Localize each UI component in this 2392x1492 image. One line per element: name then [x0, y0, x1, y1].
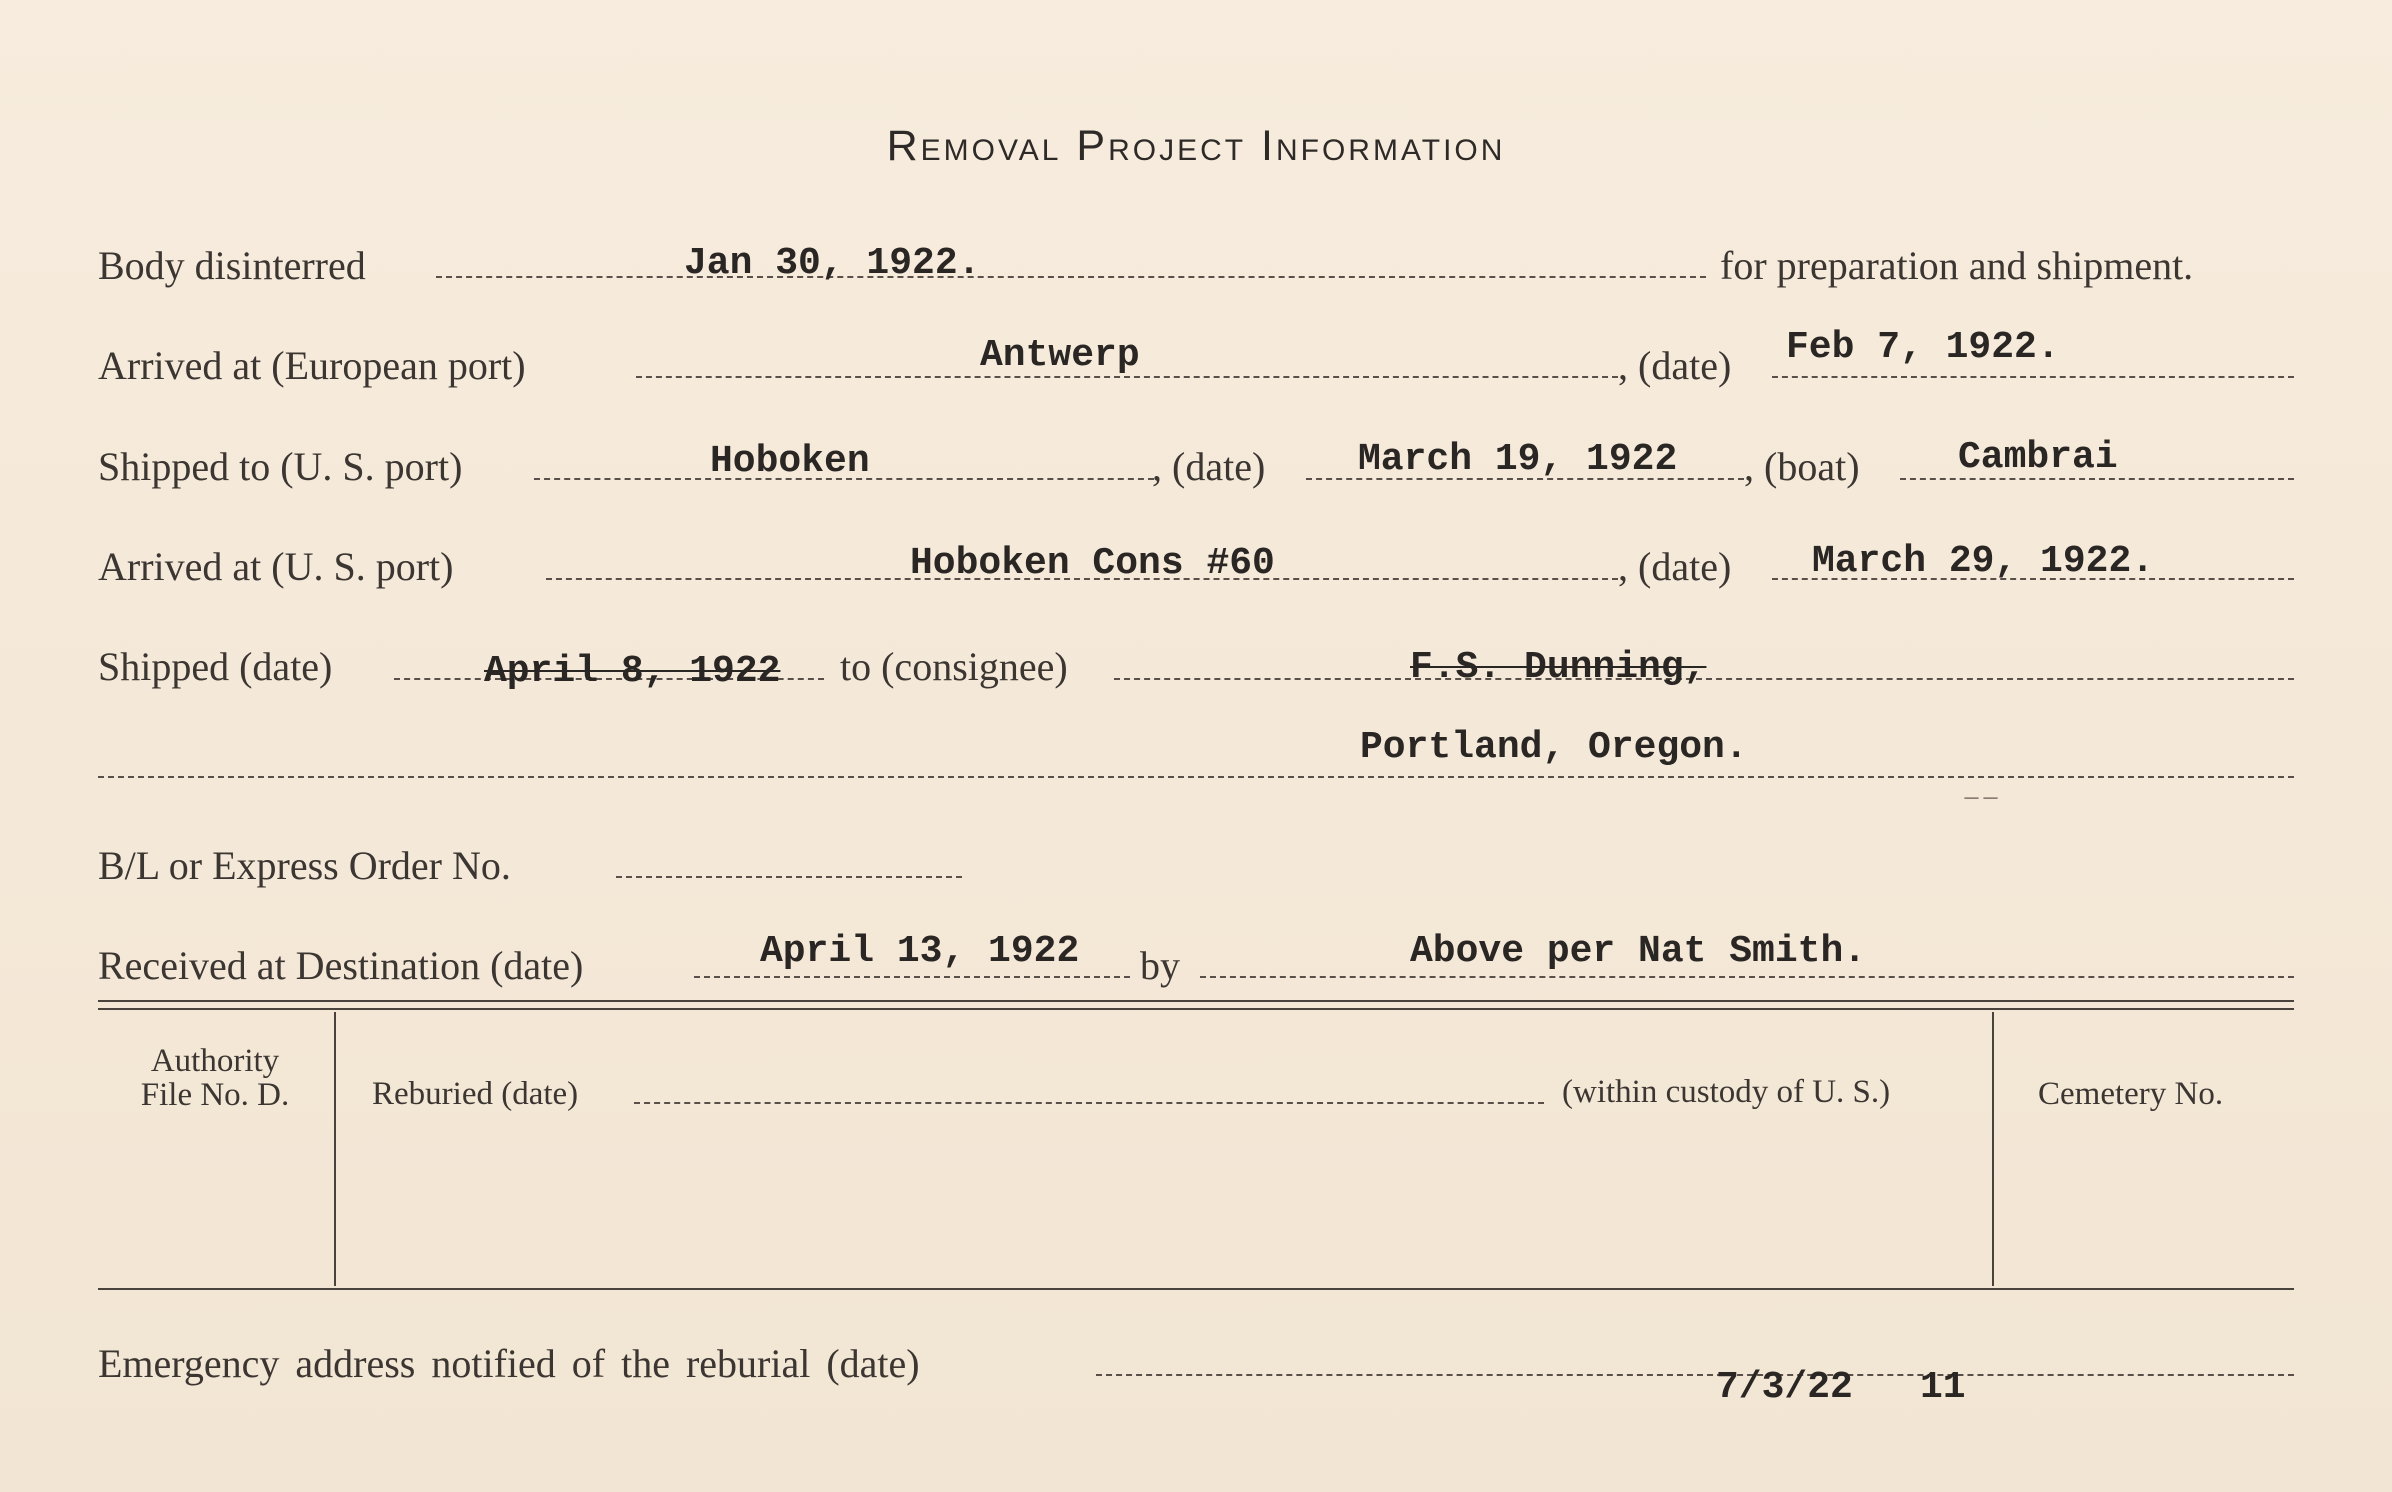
received-by-line [1200, 976, 2294, 978]
consignee-address-value: Portland, Oregon. [1360, 726, 1748, 769]
body-disinterred-line [436, 276, 1706, 278]
received-by-label: by [1140, 943, 1180, 988]
consignee-name-value: F.S. Dunning, [1410, 646, 1707, 689]
emergency-address-initials: 11 [1920, 1366, 1966, 1409]
reburied-date-line [634, 1102, 1544, 1104]
bl-order-line [616, 876, 962, 878]
european-port-label: Arrived at (European port) [98, 343, 526, 388]
authority-label: Authority [150, 1043, 280, 1079]
european-port-date-line [1772, 376, 2294, 378]
reburied-date-label: Reburied (date) [372, 1076, 579, 1112]
cemetery-no-label: Cemetery No. [2038, 1076, 2224, 1112]
received-date-label: Received at Destination (date) [98, 943, 584, 988]
body-disinterred-label: Body disinterred [98, 243, 366, 288]
preparation-shipment-label: for preparation and shipment. [1720, 243, 2194, 288]
body-disinterred-value: Jan 30, 1922. [684, 242, 981, 285]
table-divider-1 [334, 1012, 336, 1286]
page-title: Removal Project Information [886, 122, 1506, 170]
shipped-date-value: April 8, 1922 [484, 650, 781, 693]
authority-file-no-label [100, 1044, 330, 1112]
custody-label: (within custody of U. S.) [1562, 1074, 1891, 1110]
received-by-value: Above per Nat Smith. [1410, 930, 1867, 973]
received-date-value: April 13, 1922 [760, 930, 1080, 973]
us-port-arrived-label: Arrived at (U. S. port) [98, 544, 454, 589]
european-port-date-label: , (date) [1618, 343, 1732, 388]
stray-mark: ⁻⁻ [1962, 784, 2001, 825]
consignee-line-2 [98, 776, 2294, 778]
table-top-rule [98, 1000, 2294, 1002]
table-divider-2 [1992, 1012, 1994, 1286]
table-top-rule-inner [98, 1008, 2294, 1010]
bl-order-label: B/L or Express Order No. [98, 843, 511, 888]
us-port-shipped-date-value: March 19, 1922 [1358, 438, 1678, 481]
us-port-shipped-value: Hoboken [710, 440, 870, 483]
received-date-line [694, 976, 1130, 978]
emergency-address-line [1096, 1374, 2294, 1376]
us-port-arrived-date-value: March 29, 1922. [1812, 540, 2155, 583]
emergency-address-date-value: 7/3/22 [1716, 1366, 1853, 1409]
table-bottom-rule [98, 1288, 2294, 1290]
boat-label: , (boat) [1744, 444, 1860, 489]
boat-value: Cambrai [1958, 436, 2118, 479]
european-port-date-value: Feb 7, 1922. [1786, 326, 2060, 369]
european-port-value: Antwerp [980, 334, 1140, 377]
consignee-label: to (consignee) [840, 644, 1068, 689]
us-port-shipped-date-label: , (date) [1152, 444, 1266, 489]
us-port-arrived-value: Hoboken Cons #60 [910, 542, 1275, 585]
us-port-shipped-label: Shipped to (U. S. port) [98, 444, 463, 489]
shipped-date-label: Shipped (date) [98, 644, 333, 689]
emergency-address-label: Emergency address notified of the reburial (date) [98, 1341, 920, 1386]
us-port-arrived-date-label: , (date) [1618, 544, 1732, 589]
file-no-label: File No. D. [140, 1077, 290, 1113]
